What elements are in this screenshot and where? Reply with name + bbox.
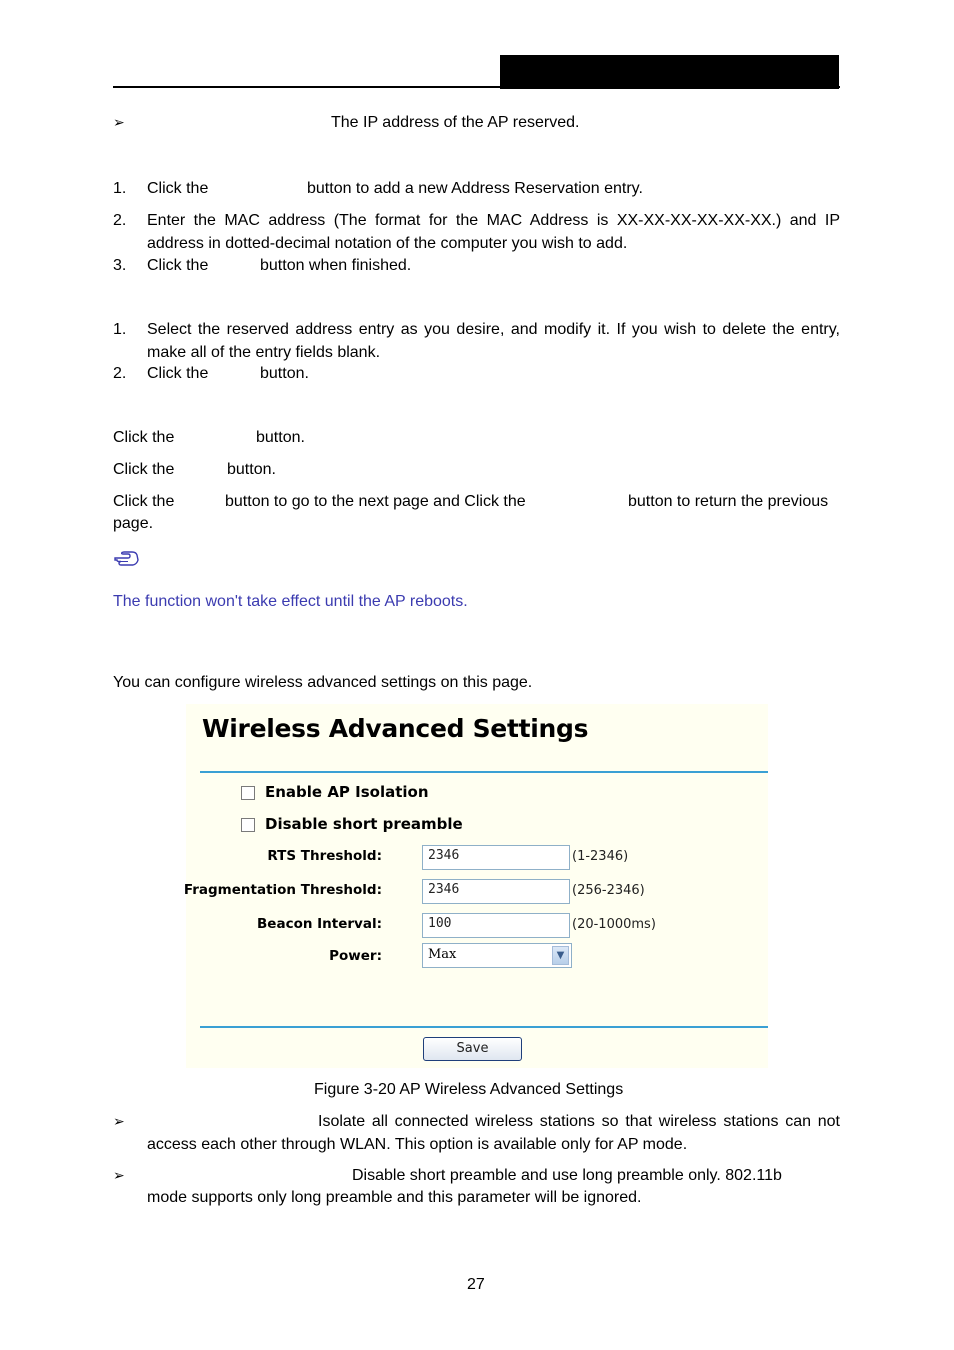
- ip-description: The IP address of the AP reserved.: [331, 114, 580, 131]
- step-number: 1.: [113, 321, 127, 338]
- panel-bottom-rule: [200, 1026, 768, 1028]
- header-black-bar: [500, 55, 839, 89]
- step-number: 3.: [113, 257, 127, 274]
- save-button[interactable]: Save: [423, 1037, 522, 1061]
- bullet-icon: ➢: [113, 1168, 125, 1184]
- click-text-before: Click the: [113, 461, 175, 478]
- nav-text-last: page.: [113, 515, 154, 532]
- short-preamble-description-b: mode supports only long preamble and this parameter will be ignored.: [147, 1189, 642, 1206]
- ap-isolation-label: Enable AP Isolation: [265, 783, 429, 801]
- power-select-value: Max: [428, 947, 457, 962]
- step-text: Enter the MAC address (The format for the MAC Address is XX-XX-XX-XX-XX-XX.) and IP address in dotted-decimal notation of the computer you wish to add.: [147, 212, 840, 252]
- page-number: 27: [467, 1276, 485, 1293]
- chevron-down-icon[interactable]: ▼: [552, 946, 569, 965]
- beacon-interval-label: Beacon Interval:: [257, 916, 382, 932]
- beacon-interval-input[interactable]: 100: [422, 913, 570, 938]
- bullet-icon: ➢: [113, 1114, 125, 1130]
- rts-threshold-range: (1-2346): [572, 849, 629, 864]
- click-text-before: Click the: [113, 429, 175, 446]
- rts-threshold-input[interactable]: 2346: [422, 845, 570, 870]
- panel-title: Wireless Advanced Settings: [202, 714, 589, 743]
- step-text-before: Click the: [147, 257, 209, 274]
- rts-threshold-label: RTS Threshold:: [267, 848, 382, 864]
- wireless-advanced-panel: [183, 704, 768, 1068]
- fragmentation-threshold-label: Fragmentation Threshold:: [183, 882, 382, 898]
- fragmentation-threshold-input[interactable]: 2346: [422, 879, 570, 904]
- panel-top-rule: [200, 771, 768, 773]
- nav-text-before: Click the: [113, 493, 175, 510]
- beacon-interval-range: (20-1000ms): [572, 917, 656, 932]
- step-number: 1.: [113, 180, 127, 197]
- figure-caption: Figure 3-20 AP Wireless Advanced Settings: [314, 1081, 624, 1098]
- short-preamble-label: Disable short preamble: [265, 815, 463, 833]
- short-preamble-description-a: Disable short preamble and use long preamble only. 802.11b: [352, 1167, 782, 1184]
- power-label: Power:: [329, 948, 382, 964]
- click-text-after: button.: [256, 429, 305, 446]
- header-rule: [113, 86, 840, 88]
- intro-text: You can configure wireless advanced settings on this page.: [113, 674, 533, 691]
- step-text-after: button.: [260, 365, 309, 382]
- nav-text-after: button to return the previous: [628, 493, 829, 510]
- short-preamble-checkbox[interactable]: [241, 818, 255, 832]
- note-text: The function won't take effect until the AP reboots.: [113, 593, 468, 610]
- step-number: 2.: [113, 365, 127, 382]
- bullet-icon: ➢: [113, 115, 125, 131]
- step-text: Select the reserved address entry as you desire, and modify it. If you wish to delete the entry, make all of the entry fields blank.: [147, 321, 840, 361]
- step-text-after: button when finished.: [260, 257, 412, 274]
- step-number: 2.: [113, 212, 127, 229]
- ap-isolation-description: Isolate all connected wireless stations so that wireless stations can not access each other through WLAN. This option is available only for AP mode.: [147, 1113, 840, 1153]
- step-text-before: Click the: [147, 365, 209, 382]
- click-text-after: button.: [227, 461, 276, 478]
- ap-isolation-checkbox[interactable]: [241, 786, 255, 800]
- fragmentation-threshold-range: (256-2346): [572, 883, 645, 898]
- power-select[interactable]: [422, 943, 572, 968]
- step-text-after: button to add a new Address Reservation entry.: [307, 180, 643, 197]
- pointing-hand-icon: [114, 551, 140, 572]
- step-text-before: Click the: [147, 180, 209, 197]
- nav-text-middle: button to go to the next page and Click the: [225, 493, 526, 510]
